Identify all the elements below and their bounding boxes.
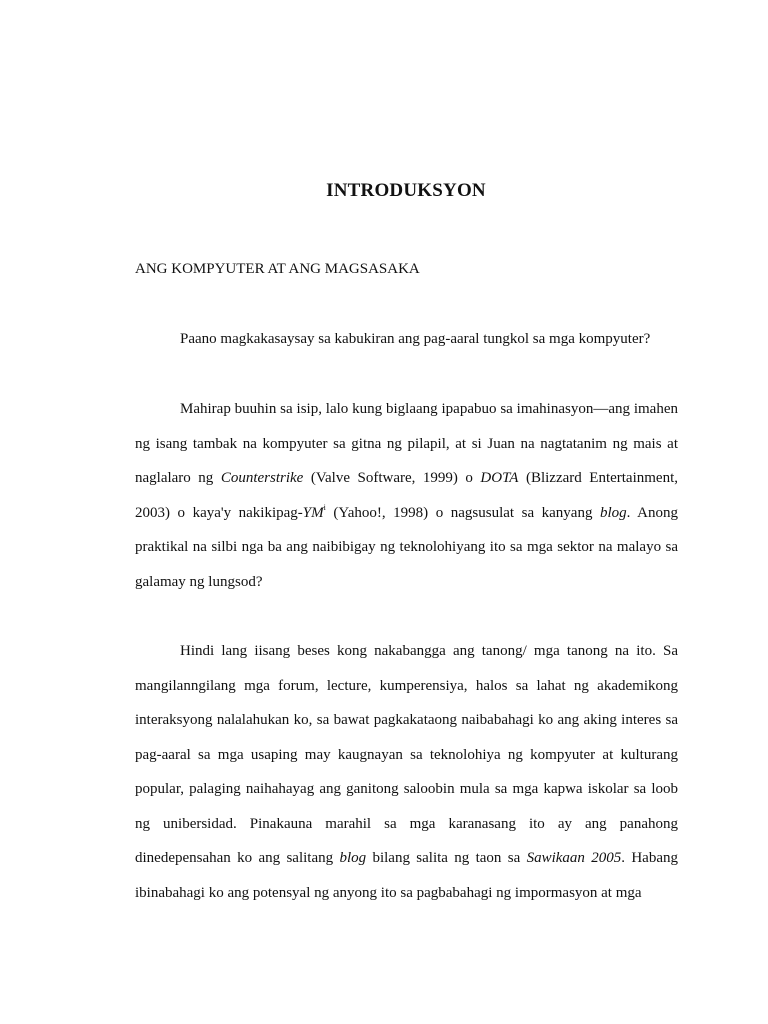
section-heading: ANG KOMPYUTER AT ANG MAGSASAKA: [135, 261, 420, 277]
paragraph-3: [135, 634, 678, 910]
paragraph-2-text-d: (Yahoo!, 1998) o nagsusulat sa kanyang: [325, 504, 600, 521]
paragraph-3-text-c: . Habang ibinabahagi ko ang potensyal ng anyong ito sa pagbabahagi ng impormasyon at mga: [135, 850, 678, 901]
paragraph-1: [135, 322, 678, 357]
term-blog-2: blog: [339, 850, 367, 866]
footnote-marker[interactable]: i: [323, 502, 326, 512]
paragraph-3-text-a: Hindi lang iisang beses kong nakabangga ang tanong/ mga tanong na ito. Sa mangilanngilang mga forum, lecture, kumperensiya, halos sa lahat ng akademikong interaksyong nalalahukan ko, sa bawat pagkakataong naibabahagi ko ang aking interes sa pag-aaral sa mga usaping may kaugnayan sa teknolohiya ng kompyuter at kulturang popular, palaging naihahayag ang ganitong saloobin mula sa mga kapwa iskolar sa loob ng unibersidad. Pinakauna marahil sa mga karanasang ito ay ang panahong dinedepensahan ko ang salitang: [135, 643, 678, 866]
paragraph-2-text-c: (Blizzard Entertainment, 2003) o kaya'y nakikipag-: [135, 470, 679, 521]
term-sawikaan: Sawikaan 2005: [526, 850, 622, 866]
game-title-dota: DOTA: [480, 470, 519, 486]
paragraph-2: [135, 392, 678, 599]
paragraph-3-text-b: bilang salita ng taon sa: [366, 850, 527, 866]
paragraph-2-text-a: Mahirap buuhin sa isip, lalo kung biglaang ipapabuo sa imahinasyon—ang imahen ng isang tambak na kompyuter sa gitna ng pilapil, at si Juan na nagtatanim ng mais at naglalaro ng: [135, 401, 678, 486]
paragraph-2-text-e: . Anong praktikal na silbi nga ba ang naibibigay ng teknolohiyang ito sa mga sektor na malayo sa galamay ng lungsod?: [135, 504, 678, 590]
paragraph-2-text-b: (Valve Software, 1999) o: [303, 470, 481, 486]
term-blog: blog: [600, 504, 627, 521]
term-ym: YM: [302, 504, 324, 521]
page-title: INTRODUKSYON: [326, 180, 486, 201]
paragraph-1-text: Paano magkakasaysay sa kabukiran ang pag-aaral tungkol sa mga kompyuter?: [180, 331, 651, 347]
game-title-counterstrike: Counterstrike: [220, 470, 304, 486]
